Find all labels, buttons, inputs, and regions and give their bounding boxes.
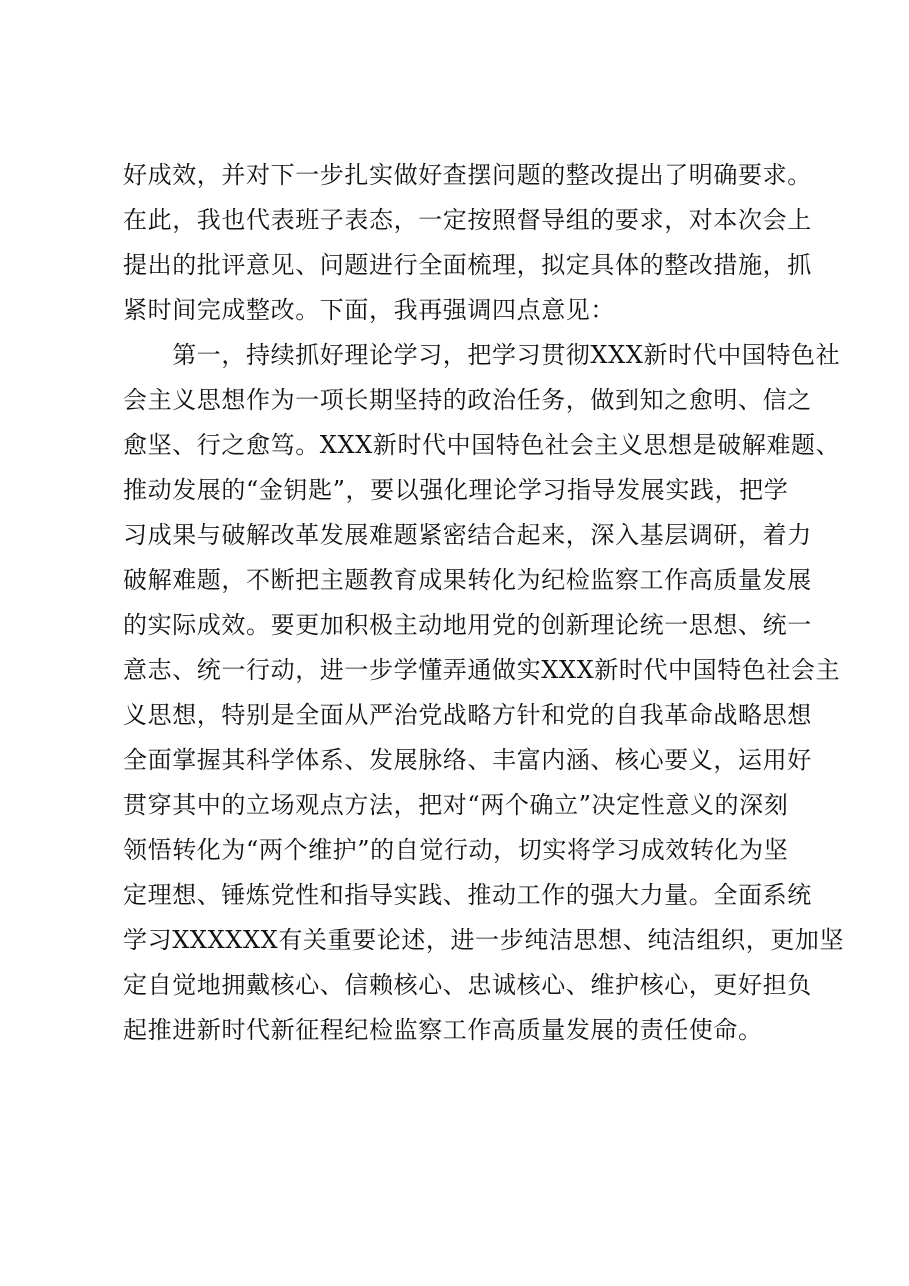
text-line: 领悟转化为“两个维护”的自觉行动，切实将学习成效转化为坚: [123, 836, 789, 864]
text-line: 的实际成效。要更加积极主动地用党的创新理论统一思想、统一: [123, 611, 812, 639]
text-line: 紧时间完成整改。下面，我再强调四点意见：: [123, 296, 615, 324]
text-line: 起推进新时代新征程纪检监察工作高质量发展的责任使命。: [123, 1016, 763, 1044]
text-line: 破解难题，不断把主题教育成果转化为纪检监察工作高质量发展: [123, 566, 812, 594]
text-line: 会主义思想作为一项长期坚持的政治任务，做到知之愈明、信之: [123, 386, 812, 414]
text-line: 全面掌握其科学体系、发展脉络、丰富内涵、核心要义，运用好: [123, 746, 812, 774]
text-line: 意志、统一行动，进一步学懂弄通做实XXX新时代中国特色社会主: [123, 656, 841, 684]
text-line: 学习XXXXXX有关重要论述，进一步纯洁思想、纯洁组织，更加坚: [123, 926, 845, 954]
text-line: 习成果与破解改革发展难题紧密结合起来，深入基层调研，着力: [123, 521, 812, 549]
text-line: 贯穿其中的立场观点方法，把对“两个确立”决定性意义的深刻: [123, 791, 789, 819]
text-line: 第一，持续抓好理论学习，把学习贯彻XXX新时代中国特色社: [123, 341, 841, 369]
text-line: 推动发展的“金钥匙”，要以强化理论学习指导发展实践，把学: [123, 476, 789, 504]
text-line: 愈坚、行之愈笃。XXX新时代中国特色社会主义思想是破解难题、: [123, 431, 841, 459]
text-line: 提出的批评意见、问题进行全面梳理，拟定具体的整改措施，抓: [123, 251, 812, 279]
text-line: 义思想，特别是全面从严治党战略方针和党的自我革命战略思想: [123, 701, 812, 729]
document-body: [123, 153, 845, 1053]
text-line: 好成效，并对下一步扎实做好查摆问题的整改提出了明确要求。: [123, 161, 812, 189]
text-line: 在此，我也代表班子表态，一定按照督导组的要求，对本次会上: [123, 206, 812, 234]
text-line: 定理想、锤炼党性和指导实践、推动工作的强大力量。全面系统: [123, 881, 812, 909]
text-line: 定自觉地拥戴核心、信赖核心、忠诚核心、维护核心，更好担负: [123, 971, 812, 999]
